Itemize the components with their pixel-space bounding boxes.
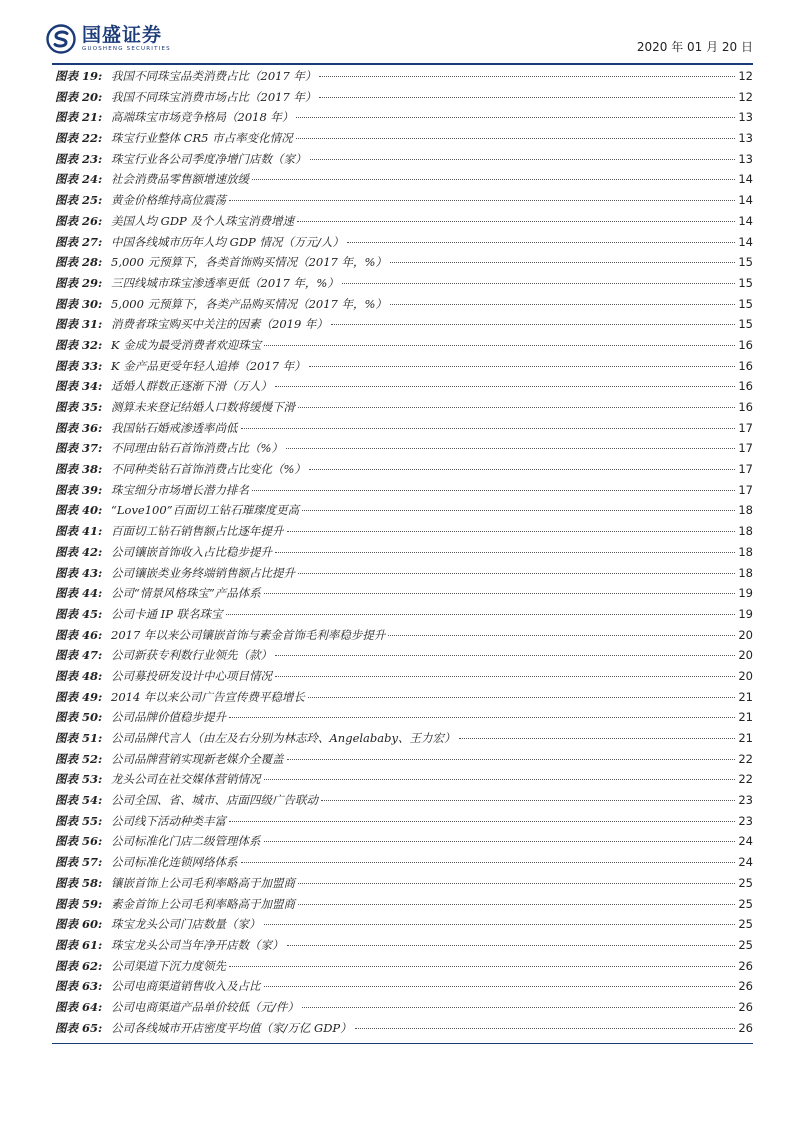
toc-entry[interactable] — [55, 500, 753, 521]
toc-entry[interactable] — [55, 707, 753, 728]
page-number: 25 — [738, 875, 753, 890]
figure-title: 不同理由钻石首饰消费占比（%） — [111, 441, 283, 456]
toc-entry[interactable] — [55, 1018, 753, 1039]
toc-entry[interactable] — [55, 831, 753, 852]
page-number: 17 — [738, 482, 753, 497]
figure-title: 测算未来登记结婚人口数将缓慢下滑 — [111, 400, 295, 414]
toc-entry[interactable] — [55, 232, 753, 253]
dot-leader — [297, 221, 735, 222]
figure-label: 图表 56: — [55, 834, 103, 849]
brand-logo — [46, 24, 171, 54]
figure-label: 图表 31: — [55, 317, 103, 332]
figure-label: 图表 39: — [55, 482, 103, 497]
report-date: 2020 年 01 月 20 日 — [636, 40, 753, 54]
toc-entry[interactable] — [55, 87, 753, 108]
page-number: 13 — [738, 151, 753, 166]
figure-title: 公司募投研发设计中心项目情况 — [111, 668, 272, 683]
figure-title: 公司电商渠道产品单价较低（元/件） — [111, 999, 299, 1014]
figure-title: 2014 年以来公司广告宣传费平稳增长 — [111, 689, 305, 704]
dot-leader — [275, 386, 735, 387]
dot-leader — [229, 966, 735, 967]
figure-label: 图表 54: — [55, 793, 103, 808]
figure-label: 图表 19: — [55, 69, 103, 83]
figure-title: 珠宝龙头公司门店数量（家） — [111, 917, 261, 932]
figure-title: 公司新获专利数行业领先（款） — [111, 648, 272, 663]
figure-title: 珠宝龙头公司当年净开店数（家） — [111, 937, 284, 952]
page-number: 14 — [738, 193, 753, 208]
figure-title: 公司“情景风格珠宝”产品体系 — [111, 586, 261, 601]
page-number: 15 — [738, 296, 753, 311]
toc-entry[interactable] — [55, 563, 753, 584]
figure-title: 适婚人群数正逐渐下滑（万人） — [111, 379, 272, 394]
toc-entry[interactable] — [55, 894, 753, 915]
toc-entry[interactable] — [55, 625, 753, 646]
dot-leader — [298, 573, 735, 574]
figure-title: 公司镶嵌首饰收入占比稳步提升 — [111, 544, 272, 559]
figure-label: 图表 21: — [55, 110, 103, 125]
figure-title: K 金产品更受年轻人追捧（2017 年） — [111, 358, 306, 373]
dot-leader — [319, 76, 735, 77]
page-number: 14 — [738, 234, 753, 249]
figure-title: 公司品牌代言人（由左及右分别为林志玲、Angelababy、王力宏） — [111, 731, 456, 745]
figure-title: 珠宝细分市场增长潜力排名 — [111, 482, 249, 497]
toc-entry[interactable] — [55, 790, 753, 811]
dot-leader — [298, 883, 735, 884]
figure-label: 图表 51: — [55, 731, 103, 745]
toc-entry[interactable] — [55, 356, 753, 377]
page-number: 20 — [738, 627, 753, 642]
toc-entry[interactable] — [55, 128, 753, 149]
toc-entry[interactable] — [55, 728, 753, 749]
page-number: 21 — [738, 710, 753, 725]
figure-label: 图表 49: — [55, 689, 103, 704]
toc-entry[interactable] — [55, 252, 753, 273]
dot-leader — [298, 407, 735, 408]
page-number: 13 — [738, 110, 753, 125]
figure-label: 图表 64: — [55, 999, 103, 1014]
toc-entry[interactable] — [55, 645, 753, 666]
figure-label: 图表 24: — [55, 172, 103, 187]
page-number: 19 — [738, 606, 753, 621]
toc-entry[interactable] — [55, 687, 753, 708]
figure-label: 图表 63: — [55, 979, 103, 994]
figure-title: K 金成为最受消费者欢迎珠宝 — [111, 337, 262, 352]
figure-title: 公司镶嵌类业务终端销售额占比提升 — [111, 565, 295, 580]
figure-title: 高端珠宝市场竞争格局（2018 年） — [111, 110, 294, 125]
toc-entry[interactable] — [55, 211, 753, 232]
figure-title: 黄金价格维持高位震荡 — [111, 193, 226, 208]
toc-entry[interactable] — [55, 107, 753, 128]
page-number: 24 — [738, 855, 753, 870]
toc-entry[interactable] — [55, 66, 753, 87]
toc-entry[interactable] — [55, 542, 753, 563]
toc-entry[interactable] — [55, 604, 753, 625]
dot-leader — [459, 738, 736, 739]
figure-title: 公司标准化门店二级管理体系 — [111, 834, 261, 849]
page-number: 17 — [738, 441, 753, 456]
page-number: 18 — [738, 503, 753, 518]
page-number: 25 — [738, 937, 753, 952]
dot-leader — [319, 97, 735, 98]
toc-entry[interactable] — [55, 376, 753, 397]
page-number: 16 — [738, 400, 753, 414]
page-number: 20 — [738, 648, 753, 663]
toc-entry[interactable] — [55, 997, 753, 1018]
figure-title: 我国钻石婚戒渗透率尚低 — [111, 420, 238, 435]
toc-entry[interactable] — [55, 190, 753, 211]
guosheng-logo-icon — [46, 24, 76, 54]
dot-leader — [310, 159, 736, 160]
dot-leader — [252, 179, 735, 180]
dot-leader — [252, 490, 735, 491]
dot-leader — [275, 552, 735, 553]
dot-leader — [298, 904, 735, 905]
dot-leader — [264, 986, 736, 987]
page-number: 23 — [738, 793, 753, 808]
figure-label: 图表 37: — [55, 441, 103, 456]
figure-title: 公司各线城市开店密度平均值（家/万亿 GDP） — [111, 1020, 352, 1035]
dot-leader — [308, 697, 735, 698]
figure-label: 图表 32: — [55, 337, 103, 352]
dot-leader — [321, 800, 735, 801]
dot-leader — [264, 841, 736, 842]
figure-title: 美国人均 GDP 及个人珠宝消费增速 — [111, 213, 294, 228]
figure-label: 图表 52: — [55, 751, 103, 766]
toc-entry[interactable] — [55, 749, 753, 770]
figure-label: 图表 20: — [55, 89, 103, 104]
dot-leader — [296, 117, 735, 118]
dot-leader — [342, 283, 736, 284]
dot-leader — [241, 862, 736, 863]
figure-title: 镶嵌首饰上公司毛利率略高于加盟商 — [111, 875, 295, 890]
dot-leader — [331, 324, 735, 325]
page-number: 18 — [738, 565, 753, 580]
dot-leader — [355, 1028, 736, 1029]
dot-leader — [309, 469, 735, 470]
page-number: 18 — [738, 544, 753, 559]
footer-divider — [52, 1043, 753, 1044]
figure-label: 图表 48: — [55, 668, 103, 683]
figure-title: 珠宝行业整体 CR5 市占率变化情况 — [111, 131, 293, 146]
dot-leader — [264, 345, 735, 346]
figure-title: 公司线下活动种类丰富 — [111, 813, 226, 828]
figure-title: 龙头公司在社交媒体营销情况 — [111, 772, 261, 787]
page-number: 23 — [738, 813, 753, 828]
page-number: 22 — [738, 751, 753, 766]
figure-title: 珠宝行业各公司季度净增门店数（家） — [111, 151, 307, 166]
page-number: 22 — [738, 772, 753, 787]
toc-entry[interactable] — [55, 273, 753, 294]
dot-leader — [264, 924, 736, 925]
toc-entry[interactable] — [55, 397, 753, 418]
page-number: 16 — [738, 379, 753, 394]
page-number: 24 — [738, 834, 753, 849]
figure-label: 图表 41: — [55, 524, 103, 539]
dot-leader — [287, 759, 736, 760]
figure-label: 图表 27: — [55, 234, 103, 249]
dot-leader — [229, 200, 735, 201]
figure-title: 公司卡通 IP 联名珠宝 — [111, 606, 223, 621]
page-number: 16 — [738, 358, 753, 373]
figure-label: 图表 23: — [55, 151, 103, 166]
dot-leader — [296, 138, 736, 139]
figure-label: 图表 34: — [55, 379, 103, 394]
toc-entry[interactable] — [55, 335, 753, 356]
page-number: 14 — [738, 172, 753, 187]
dot-leader — [229, 717, 735, 718]
toc-entry[interactable] — [55, 769, 753, 790]
dot-leader — [264, 779, 736, 780]
dot-leader — [347, 242, 736, 243]
figure-title: 公司品牌价值稳步提升 — [111, 710, 226, 725]
figure-title: 中国各线城市历年人均 GDP 情况（万元/人） — [111, 234, 344, 249]
toc-entry[interactable] — [55, 480, 753, 501]
figure-title: 不同种类钻石首饰消费占比变化（%） — [111, 462, 306, 477]
toc-entry[interactable] — [55, 438, 753, 459]
figure-title: 我国不同珠宝消费市场占比（2017 年） — [111, 89, 317, 104]
figure-label: 图表 26: — [55, 213, 103, 228]
brand-name-en: GUOSHENG SECURITIES — [82, 46, 171, 52]
figure-label: 图表 29: — [55, 275, 103, 290]
figure-title: 三四线城市珠宝渗透率更低（2017 年，%） — [111, 275, 339, 290]
dot-leader — [390, 262, 735, 263]
page-number: 17 — [738, 420, 753, 435]
toc-entry[interactable] — [55, 811, 753, 832]
page-header — [40, 22, 753, 60]
figure-label: 图表 59: — [55, 896, 103, 911]
figure-label: 图表 42: — [55, 544, 103, 559]
page-number: 25 — [738, 896, 753, 911]
figure-label: 图表 22: — [55, 131, 103, 146]
dot-leader — [264, 593, 736, 594]
figure-label: 图表 25: — [55, 193, 103, 208]
figure-title: 公司电商渠道销售收入及占比 — [111, 979, 261, 994]
page-number: 20 — [738, 668, 753, 683]
figure-label: 图表 57: — [55, 855, 103, 870]
figure-title: 公司品牌营销实现新老媒介全覆盖 — [111, 751, 284, 766]
brand-text — [82, 25, 171, 53]
header-divider — [52, 63, 753, 65]
toc-entry[interactable] — [55, 666, 753, 687]
dot-leader — [287, 945, 736, 946]
figure-label: 图表 53: — [55, 772, 103, 787]
figure-title: 公司渠道下沉力度领先 — [111, 958, 226, 973]
toc-entry[interactable] — [55, 459, 753, 480]
dot-leader — [390, 304, 735, 305]
page-number: 15 — [738, 275, 753, 290]
figure-label: 图表 50: — [55, 710, 103, 725]
figure-label: 图表 47: — [55, 648, 103, 663]
figure-index-list — [55, 66, 753, 1038]
dot-leader — [275, 676, 735, 677]
dot-leader — [302, 510, 735, 511]
figure-label: 图表 38: — [55, 462, 103, 477]
figure-label: 图表 60: — [55, 917, 103, 932]
figure-title: 2017 年以来公司镶嵌首饰与素金首饰毛利率稳步提升 — [111, 627, 386, 642]
figure-title: 社会消费品零售额增速放缓 — [111, 172, 249, 187]
toc-entry[interactable] — [55, 149, 753, 170]
figure-title: 5,000 元预算下，各类产品购买情况（2017 年，%） — [111, 296, 387, 311]
toc-entry[interactable] — [55, 873, 753, 894]
dot-leader — [388, 635, 735, 636]
toc-entry[interactable] — [55, 935, 753, 956]
figure-title: 我国不同珠宝品类消费占比（2017 年） — [111, 69, 317, 83]
figure-label: 图表 45: — [55, 606, 103, 621]
page-number: 19 — [738, 586, 753, 601]
toc-entry[interactable] — [55, 914, 753, 935]
figure-title: 公司全国、省、城市、店面四级广告联动 — [111, 793, 318, 808]
figure-label: 图表 30: — [55, 296, 103, 311]
dot-leader — [309, 366, 736, 367]
page-number: 15 — [738, 255, 753, 270]
dot-leader — [302, 1007, 735, 1008]
page-number: 18 — [738, 524, 753, 539]
figure-label: 图表 36: — [55, 420, 103, 435]
dot-leader — [275, 655, 735, 656]
figure-title: 公司标准化连锁网络体系 — [111, 855, 238, 870]
page-number: 25 — [738, 917, 753, 932]
page-number: 21 — [738, 689, 753, 704]
figure-label: 图表 58: — [55, 875, 103, 890]
figure-title: 素金首饰上公司毛利率略高于加盟商 — [111, 896, 295, 911]
dot-leader — [286, 448, 735, 449]
figure-label: 图表 28: — [55, 255, 103, 270]
dot-leader — [226, 614, 736, 615]
page-number: 15 — [738, 317, 753, 332]
figure-label: 图表 65: — [55, 1020, 103, 1035]
figure-title: 百面切工钻石销售额占比逐年提升 — [111, 524, 284, 539]
figure-title: 5,000 元预算下，各类首饰购买情况（2017 年，%） — [111, 255, 387, 270]
page-number: 26 — [738, 958, 753, 973]
dot-leader — [229, 821, 735, 822]
figure-label: 图表 62: — [55, 958, 103, 973]
page-number: 17 — [738, 462, 753, 477]
toc-entry[interactable] — [55, 314, 753, 335]
figure-title: “Love100”百面切工钻石璀璨度更高 — [111, 503, 300, 518]
figure-label: 图表 46: — [55, 627, 103, 642]
page-number: 14 — [738, 213, 753, 228]
toc-entry[interactable] — [55, 169, 753, 190]
figure-label: 图表 40: — [55, 503, 103, 518]
figure-label: 图表 44: — [55, 586, 103, 601]
page-number: 21 — [738, 731, 753, 745]
figure-label: 图表 55: — [55, 813, 103, 828]
figure-title: 消费者珠宝购买中关注的因素（2019 年） — [111, 317, 328, 332]
page-number: 12 — [738, 69, 753, 83]
page-number: 26 — [738, 999, 753, 1014]
figure-label: 图表 43: — [55, 565, 103, 580]
brand-name-cn: 国盛证券 — [82, 24, 163, 46]
toc-entry[interactable] — [55, 976, 753, 997]
page-number: 16 — [738, 337, 753, 352]
page-number: 13 — [738, 131, 753, 146]
toc-entry[interactable] — [55, 418, 753, 439]
toc-entry[interactable] — [55, 294, 753, 315]
page-number: 12 — [738, 89, 753, 104]
page-number: 26 — [738, 979, 753, 994]
toc-entry[interactable] — [55, 852, 753, 873]
figure-label: 图表 33: — [55, 358, 103, 373]
page-number: 26 — [738, 1020, 753, 1035]
toc-entry[interactable] — [55, 956, 753, 977]
dot-leader — [287, 531, 736, 532]
dot-leader — [241, 428, 736, 429]
toc-entry[interactable] — [55, 521, 753, 542]
figure-label: 图表 61: — [55, 937, 103, 952]
figure-label: 图表 35: — [55, 400, 103, 414]
toc-entry[interactable] — [55, 583, 753, 604]
